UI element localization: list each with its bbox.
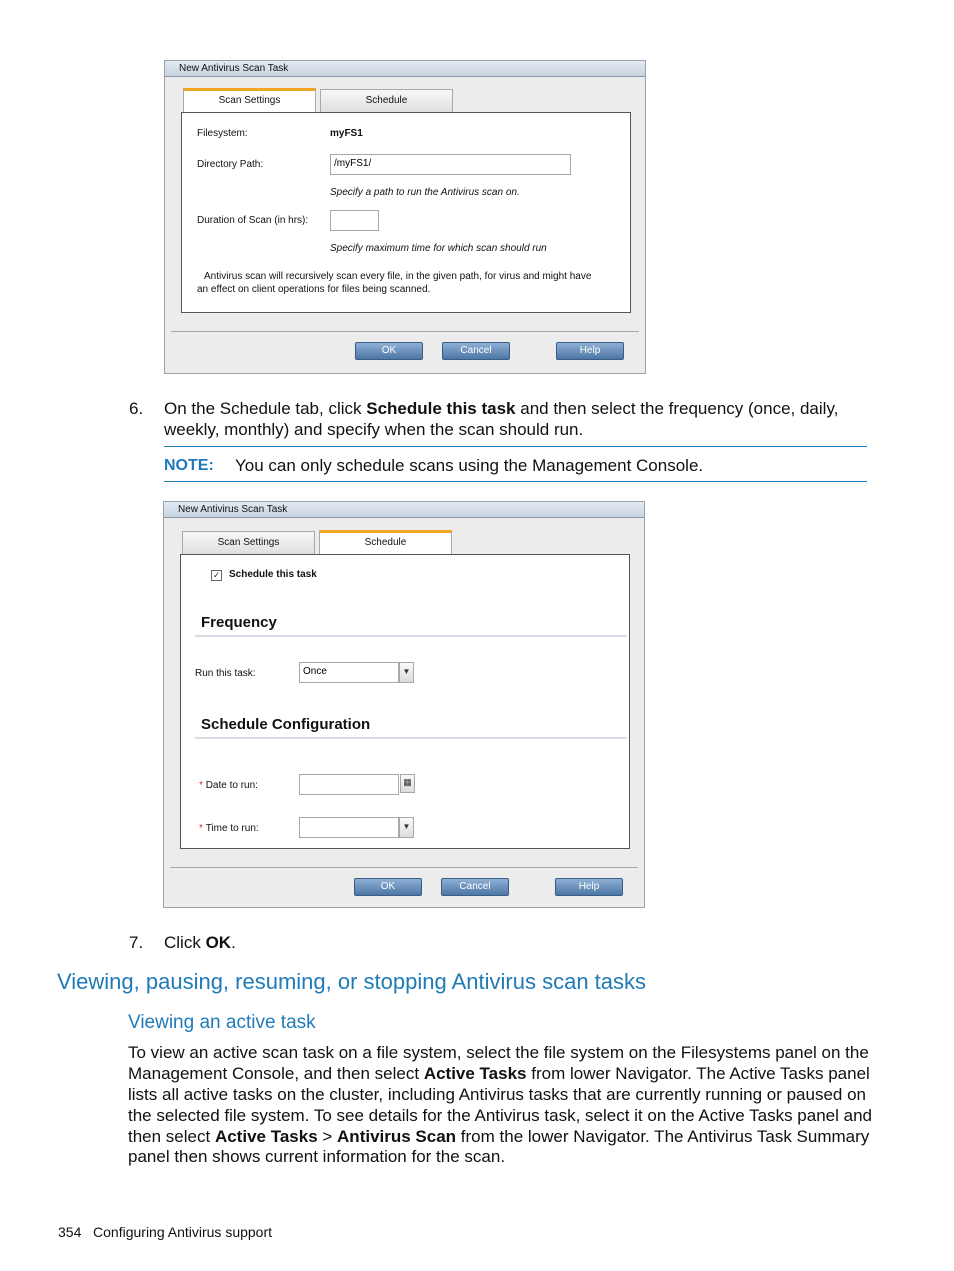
scan-warning-line1: Antivirus scan will recursively scan every file, in the given path, for virus and might have — [204, 271, 592, 282]
frequency-divider — [195, 635, 627, 637]
schedule-configuration-divider — [195, 737, 627, 739]
schedule-this-task-checkbox[interactable]: ✓ — [212, 570, 221, 580]
body-line-5 — [128, 1126, 869, 1147]
date-to-run-text: Date to run: — [205, 780, 258, 791]
schedule-this-task-label: Schedule this task — [229, 569, 317, 580]
note-top-rule — [164, 446, 867, 447]
directory-path-hint: Specify a path to run the Antivirus scan on. — [330, 187, 520, 198]
body-active-tasks-bold: Active Tasks — [423, 1064, 527, 1083]
body-line-2 — [128, 1063, 870, 1084]
step-6-text-line2: weekly, monthly) and specify when the scan should run. — [164, 420, 584, 439]
cancel-button[interactable]: Cancel — [441, 878, 509, 896]
body-active-tasks-bold-2: Active Tasks — [214, 1127, 318, 1146]
body-line-1: To view an active scan task on a file system, select the file system on the Filesystems panel on the — [128, 1043, 869, 1062]
step-6-text-a: On the Schedule tab, click — [164, 399, 367, 418]
chevron-down-icon[interactable]: ▼ — [399, 662, 414, 683]
button-separator — [170, 867, 638, 868]
scan-settings-dialog — [164, 60, 646, 374]
dialog-title: New Antivirus Scan Task — [165, 61, 645, 77]
date-to-run-label — [199, 780, 258, 791]
body-line-6: panel then shows current information for the scan. — [128, 1147, 506, 1166]
footer-title: Configuring Antivirus support — [93, 1224, 273, 1240]
body-line-3: lists all active tasks on the cluster, including Antivirus tasks that are currently running or paused on — [128, 1085, 866, 1104]
section-heading: Viewing, pausing, resuming, or stopping Antivirus scan tasks — [57, 969, 647, 994]
note-text: You can only schedule scans using the Management Console. — [235, 456, 704, 475]
step-7-text-a: Click — [164, 933, 206, 952]
ok-button[interactable]: OK — [354, 878, 422, 896]
step-6-text-line1 — [164, 398, 838, 419]
directory-path-label: Directory Path: — [197, 159, 264, 170]
body-line-5a: then select — [128, 1127, 215, 1146]
tab-scan-settings[interactable]: Scan Settings — [183, 88, 316, 113]
duration-input[interactable] — [330, 210, 379, 231]
directory-path-input[interactable]: /myFS1/ — [330, 154, 571, 175]
tab-panel — [181, 112, 631, 313]
button-separator — [171, 331, 639, 332]
frequency-heading: Frequency — [201, 614, 277, 631]
tab-schedule[interactable]: Schedule — [319, 530, 452, 555]
duration-hint: Specify maximum time for which scan should run — [330, 243, 547, 254]
duration-label: Duration of Scan (in hrs): — [197, 215, 309, 226]
calendar-icon[interactable]: ▦ — [400, 774, 415, 793]
step-7-number: 7. — [129, 933, 144, 952]
step-6-number: 6. — [129, 399, 144, 418]
required-mark: * — [199, 823, 203, 834]
body-line-2c: from lower Navigator. The Active Tasks panel — [526, 1064, 870, 1083]
note-bottom-rule — [164, 481, 867, 482]
help-button[interactable]: Help — [556, 342, 624, 360]
body-line-4: the selected file system. To see details for the Antivirus task, select it on the Active Tasks panel and — [128, 1106, 872, 1125]
dialog-title: New Antivirus Scan Task — [164, 502, 644, 518]
run-this-task-select[interactable]: Once — [299, 662, 399, 683]
cancel-button[interactable]: Cancel — [442, 342, 510, 360]
filesystem-label: Filesystem: — [197, 128, 248, 139]
step-7-bold: OK — [205, 933, 232, 952]
body-line-5c: > — [317, 1127, 338, 1146]
tab-panel — [180, 554, 630, 849]
required-mark: * — [199, 780, 203, 791]
body-line-2a: Management Console, and then select — [128, 1064, 424, 1083]
tab-schedule[interactable]: Schedule — [320, 89, 453, 113]
time-to-run-select[interactable] — [299, 817, 399, 838]
tab-scan-settings[interactable]: Scan Settings — [182, 531, 315, 555]
filesystem-value: myFS1 — [330, 128, 363, 139]
time-to-run-text: Time to run: — [205, 823, 259, 834]
step-6-bold: Schedule this task — [366, 399, 516, 418]
time-to-run-label — [199, 823, 259, 834]
step-6-text-b: and then select the frequency (once, daily, — [515, 399, 839, 418]
body-antivirus-scan-bold: Antivirus Scan — [337, 1127, 457, 1146]
step-7-text-b: . — [231, 933, 236, 952]
date-to-run-input[interactable] — [299, 774, 399, 795]
run-this-task-label: Run this task: — [195, 668, 256, 679]
chevron-down-icon[interactable]: ▼ — [399, 817, 414, 838]
subsection-heading: Viewing an active task — [128, 1012, 316, 1033]
note-label: NOTE: — [164, 457, 214, 474]
help-button[interactable]: Help — [555, 878, 623, 896]
schedule-dialog — [163, 501, 645, 908]
scan-warning-line2: an effect on client operations for files being scanned. — [197, 284, 431, 295]
schedule-configuration-heading: Schedule Configuration — [201, 716, 371, 733]
page-number: 354 — [58, 1224, 82, 1240]
step-7-text — [164, 932, 236, 953]
ok-button[interactable]: OK — [355, 342, 423, 360]
body-line-5e: from the lower Navigator. The Antivirus Task Summary — [456, 1127, 870, 1146]
page-footer — [58, 1224, 272, 1240]
